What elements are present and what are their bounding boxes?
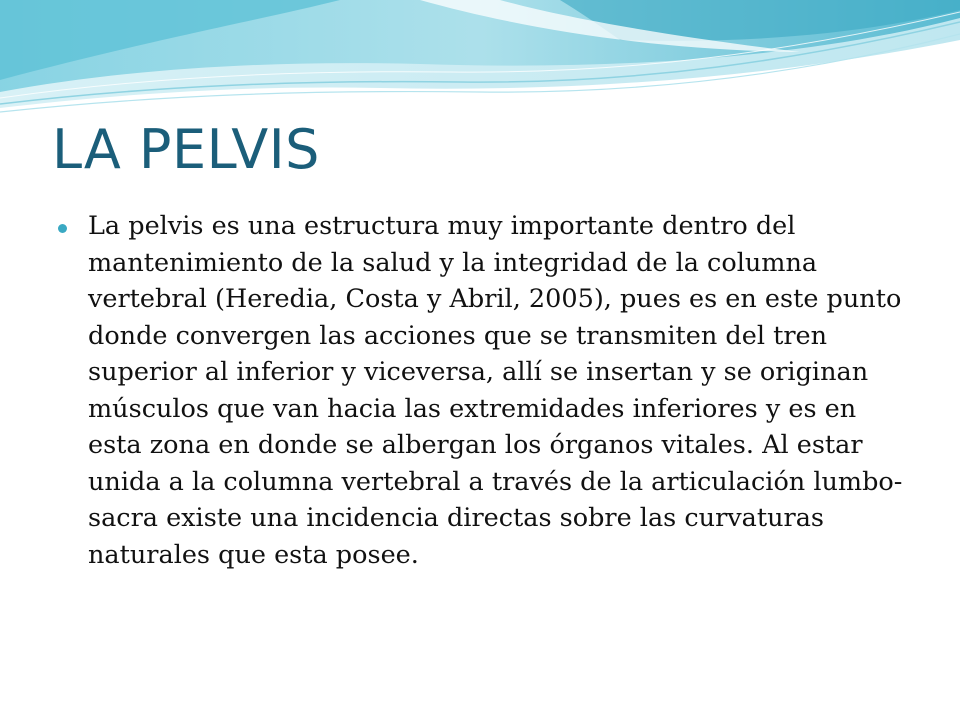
bullet-text: La pelvis es una estructura muy importante dentro del mantenimiento de la salud y la integridad de la columna vertebral (Heredia, Costa y Abril, 2005), pues es en este punto donde convergen las acciones que se transmiten del tren superior al inferior y viceversa, allí se insertan y se originan músculos que van hacia las extremidades inferiores y es en esta zona en donde se albergan los órganos vitales. Al estar unida a la columna vertebral a través de la articulación lumbo-sacra existe una incidencia directas sobre las curvaturas naturales que esta posee. [88,211,903,570]
bullet-dot-icon [58,224,67,233]
slide-title: LA PELVIS [52,118,320,181]
bullet-item [54,208,906,573]
bullet-list [54,208,906,573]
decorative-wave-banner [0,0,960,130]
